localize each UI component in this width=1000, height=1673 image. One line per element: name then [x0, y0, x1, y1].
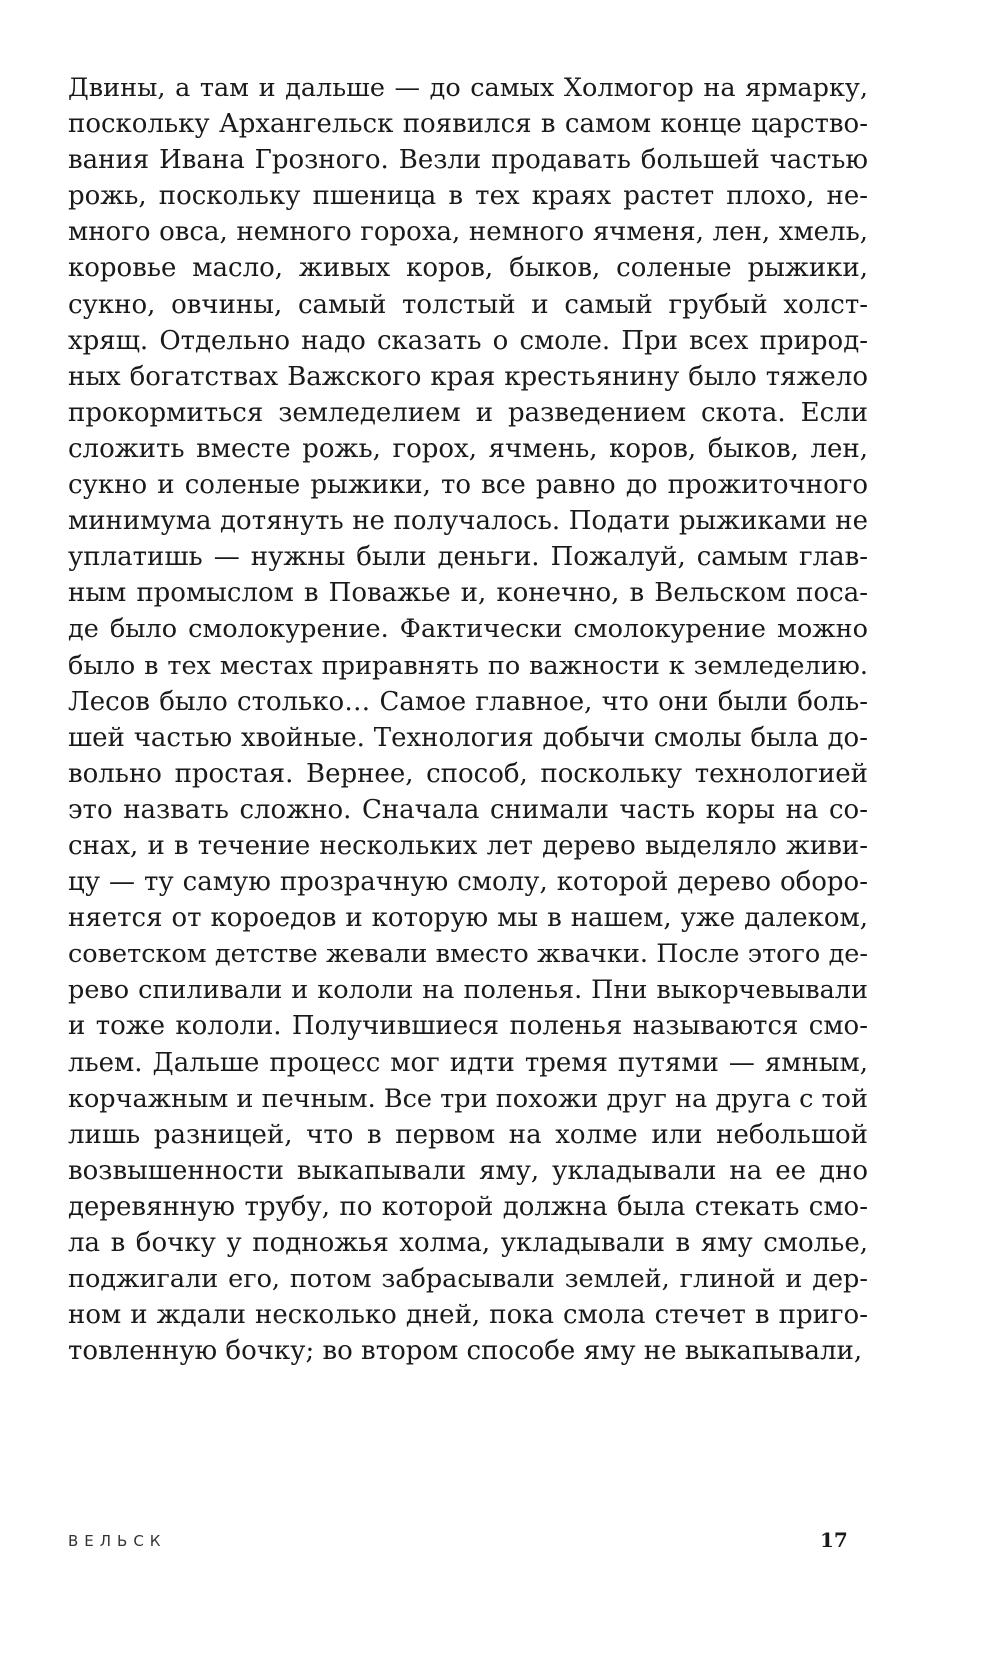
text-line: товленную бочку; во втором способе яму не выкапывали, — [68, 1336, 863, 1367]
text-line: цу — ту самую прозрачную смолу, которой дерево оборо- — [68, 867, 868, 898]
text-line: рево спиливали и кололи на поленья. Пни выкорчевывали — [68, 975, 868, 1006]
text-line: ным промыслом в Поважье и, конечно, в Вельском поса- — [68, 578, 868, 609]
text-line: льем. Дальше процесс мог идти тремя путями — ямным, — [68, 1047, 868, 1078]
text-line: сложить вместе рожь, горох, ячмень, коров, быков, лен, — [68, 433, 868, 464]
text-line: это назвать сложно. Сначала снимали часть коры на со- — [68, 794, 868, 825]
page-number: 17 — [820, 1528, 848, 1552]
text-line: ла в бочку у подножья холма, укладывали в яму смолье, — [68, 1228, 868, 1258]
text-line: сукно, овчины, самый толстый и самый грубый холст- — [68, 289, 868, 320]
text-line: много овса, немного гороха, немного ячменя, лен, хмель, — [68, 217, 868, 248]
text-line: уплатишь — нужны были деньги. Пожалуй, самым глав- — [68, 542, 868, 573]
text-line: хрящ. Отдельно надо сказать о смоле. При всех природ- — [68, 325, 868, 356]
text-line: рожь, поскольку пшеница в тех краях растет плохо, не- — [68, 181, 868, 212]
running-footer-section-title: ВЕЛЬСК — [68, 1532, 167, 1550]
text-line: Лесов было столько… Самое главное, что они были боль- — [68, 686, 868, 717]
text-line: вания Ивана Грозного. Везли продавать большей частью — [68, 145, 868, 176]
text-line: няется от короедов и которую мы в нашем, уже далеком, — [68, 903, 868, 934]
text-line: ном и ждали несколько дней, пока смола стечет в приго- — [68, 1300, 868, 1331]
text-line: Двины, а там и дальше — до самых Холмогор на ярмарку, — [68, 73, 868, 103]
text-line: ных богатствах Важского края крестьянину было тяжело — [68, 361, 868, 392]
text-line: шей частью хвойные. Технология добычи смолы была до- — [68, 722, 868, 753]
body-text — [68, 70, 868, 1369]
text-line: и тоже кололи. Получившиеся поленья называются смо- — [68, 1011, 868, 1042]
text-line: снах, и в течение нескольких лет дерево выделяло живи- — [68, 830, 868, 861]
text-line: прокормиться земледелием и разведением скота. Если — [68, 397, 868, 428]
text-line: возвышенности выкапывали яму, укладывали на ее дно — [68, 1155, 868, 1186]
text-line: минимума дотянуть не получалось. Подати рыжиками не — [68, 506, 868, 537]
text-line: было в тех местах приравнять по важности к земледелию. — [68, 650, 868, 681]
text-line: коровье масло, живых коров, быков, соленые рыжики, — [68, 253, 868, 284]
text-line: вольно простая. Вернее, способ, поскольку технологией — [68, 758, 868, 789]
text-line: лишь разницей, что в первом на холме или небольшой — [68, 1119, 868, 1150]
text-line: де было смолокурение. Фактически смолокурение можно — [68, 614, 868, 645]
text-line: поджигали его, потом забрасывали землей, глиной и дер- — [68, 1264, 868, 1295]
text-line: деревянную трубу, по которой должна была стекать смо- — [68, 1191, 868, 1222]
text-line: советском детстве жевали вместо жвачки. После этого де- — [68, 939, 868, 970]
text-line: сукно и соленые рыжики, то все равно до прожиточного — [68, 470, 868, 501]
text-line: корчажным и печным. Все три похожи друг на друга с той — [68, 1083, 868, 1114]
text-line: поскольку Архангельск появился в самом конце царство- — [68, 109, 868, 140]
